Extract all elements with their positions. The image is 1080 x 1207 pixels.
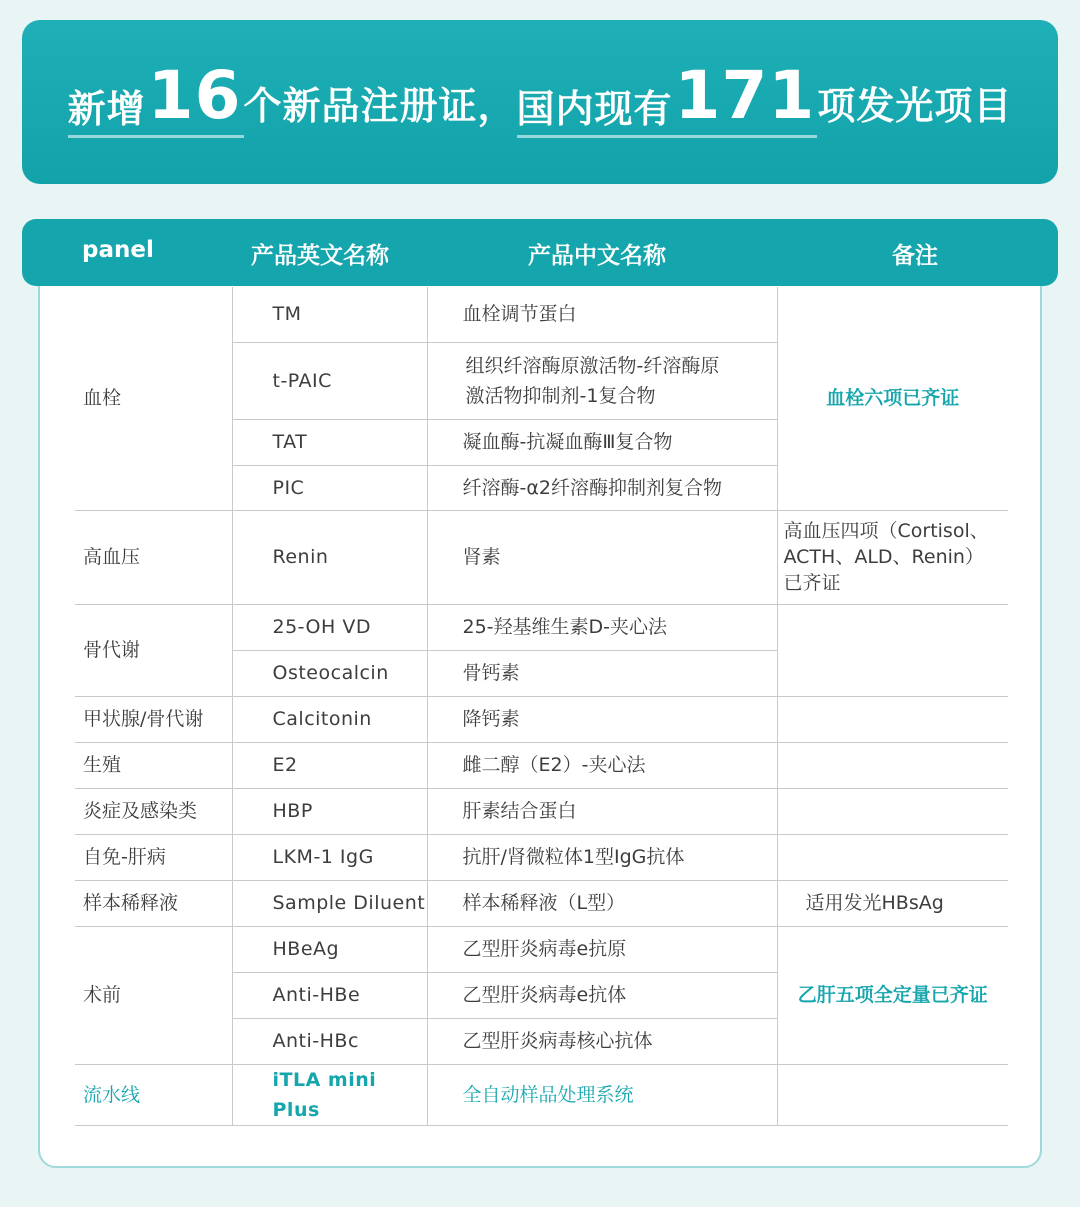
english-name-cell: Calcitonin — [232, 696, 427, 742]
chinese-name-cell: 乙型肝炎病毒核心抗体 — [427, 1018, 777, 1064]
table-row — [75, 926, 1008, 972]
table-row — [75, 510, 1008, 604]
english-name-cell: t-PAIC — [232, 342, 427, 419]
header-english-name: 产品英文名称 — [251, 243, 389, 269]
chinese-name-cell: 样本稀释液（L型） — [427, 880, 777, 926]
remark-line: 高血压四项（Cortisol、 — [783, 520, 989, 542]
remark-cell: 适用发光HBsAg — [777, 880, 1008, 926]
english-name-cell: Sample Diluent — [232, 880, 427, 926]
english-name-cell: TM — [232, 287, 427, 342]
table-header — [22, 219, 1058, 286]
english-name-cell: Renin — [232, 510, 427, 604]
english-name-cell: HBeAg — [232, 926, 427, 972]
english-name-cell: Anti-HBe — [232, 972, 427, 1018]
remark-cell — [777, 834, 1008, 880]
table-row — [75, 742, 1008, 788]
table-row — [75, 880, 1008, 926]
english-name-cell: LKM-1 IgG — [232, 834, 427, 880]
remark-cell — [777, 510, 1008, 604]
panel-cell: 血栓 — [75, 287, 232, 510]
product-table — [75, 287, 1008, 1126]
remark-cell — [777, 788, 1008, 834]
panel-cell: 流水线 — [75, 1064, 232, 1125]
remark-cell — [777, 604, 1008, 696]
header-remark: 备注 — [892, 243, 938, 269]
english-name-cell: PIC — [232, 465, 427, 510]
chinese-name-cell: 肾素 — [427, 510, 777, 604]
remark-cell: 乙肝五项全定量已齐证 — [777, 926, 1008, 1064]
remark-cell: 血栓六项已齐证 — [777, 287, 1008, 510]
remark-cell — [777, 1064, 1008, 1125]
header-chinese-name: 产品中文名称 — [528, 243, 666, 269]
table-row — [75, 788, 1008, 834]
title-text-1: 新增16 — [68, 67, 244, 138]
table-row — [75, 696, 1008, 742]
english-name-cell: Osteocalcin — [232, 650, 427, 696]
english-name-cell: iTLA mini Plus — [232, 1064, 427, 1125]
chinese-name-cell: 雌二醇（E2）-夹心法 — [427, 742, 777, 788]
panel-cell: 炎症及感染类 — [75, 788, 232, 834]
panel-cell: 自免-肝病 — [75, 834, 232, 880]
chinese-name-cell: 25-羟基维生素D-夹心法 — [427, 604, 777, 650]
table-row — [75, 834, 1008, 880]
panel-cell: 样本稀释液 — [75, 880, 232, 926]
new-count: 16 — [147, 56, 242, 134]
remark-line: 已齐证 — [783, 572, 841, 594]
title-text-4: 项发光项目 — [817, 83, 1013, 128]
chinese-name-line: 激活物抑制剂-1复合物 — [465, 384, 656, 407]
panel-cell: 生殖 — [75, 742, 232, 788]
table-row — [75, 1064, 1008, 1125]
chinese-name-cell: 乙型肝炎病毒e抗原 — [427, 926, 777, 972]
header-panel: panel — [82, 237, 154, 263]
english-name-cell: E2 — [232, 742, 427, 788]
chinese-name-cell: 乙型肝炎病毒e抗体 — [427, 972, 777, 1018]
remark-cell — [777, 696, 1008, 742]
chinese-name-cell: 骨钙素 — [427, 650, 777, 696]
total-count: 171 — [674, 56, 816, 134]
title-banner — [22, 20, 1058, 184]
english-name-cell: Anti-HBc — [232, 1018, 427, 1064]
table-row — [75, 287, 1008, 342]
remark-line: ACTH、ALD、Renin） — [783, 546, 984, 568]
table-row — [75, 604, 1008, 650]
panel-cell: 高血压 — [75, 510, 232, 604]
chinese-name-cell: 纤溶酶-α2纤溶酶抑制剂复合物 — [427, 465, 777, 510]
chinese-name-cell: 抗肝/肾微粒体1型IgG抗体 — [427, 834, 777, 880]
remark-cell — [777, 742, 1008, 788]
chinese-name-line: 组织纤溶酶原激活物-纤溶酶原 — [465, 354, 720, 377]
title-text-3: 国内现有171 — [517, 67, 818, 138]
english-name-cell: TAT — [232, 419, 427, 465]
panel-cell: 骨代谢 — [75, 604, 232, 696]
title-text-2: 个新品注册证， — [243, 83, 517, 128]
chinese-name-cell: 肝素结合蛋白 — [427, 788, 777, 834]
chinese-name-cell: 降钙素 — [427, 696, 777, 742]
english-name-cell: HBP — [232, 788, 427, 834]
chinese-name-cell: 凝血酶-抗凝血酶Ⅲ复合物 — [427, 419, 777, 465]
english-name-cell: 25-OH VD — [232, 604, 427, 650]
chinese-name-cell: 全自动样品处理系统 — [427, 1064, 777, 1125]
panel-cell: 甲状腺/骨代谢 — [75, 696, 232, 742]
panel-cell: 术前 — [75, 926, 232, 1064]
chinese-name-cell: 血栓调节蛋白 — [427, 287, 777, 342]
chinese-name-cell — [427, 342, 777, 419]
